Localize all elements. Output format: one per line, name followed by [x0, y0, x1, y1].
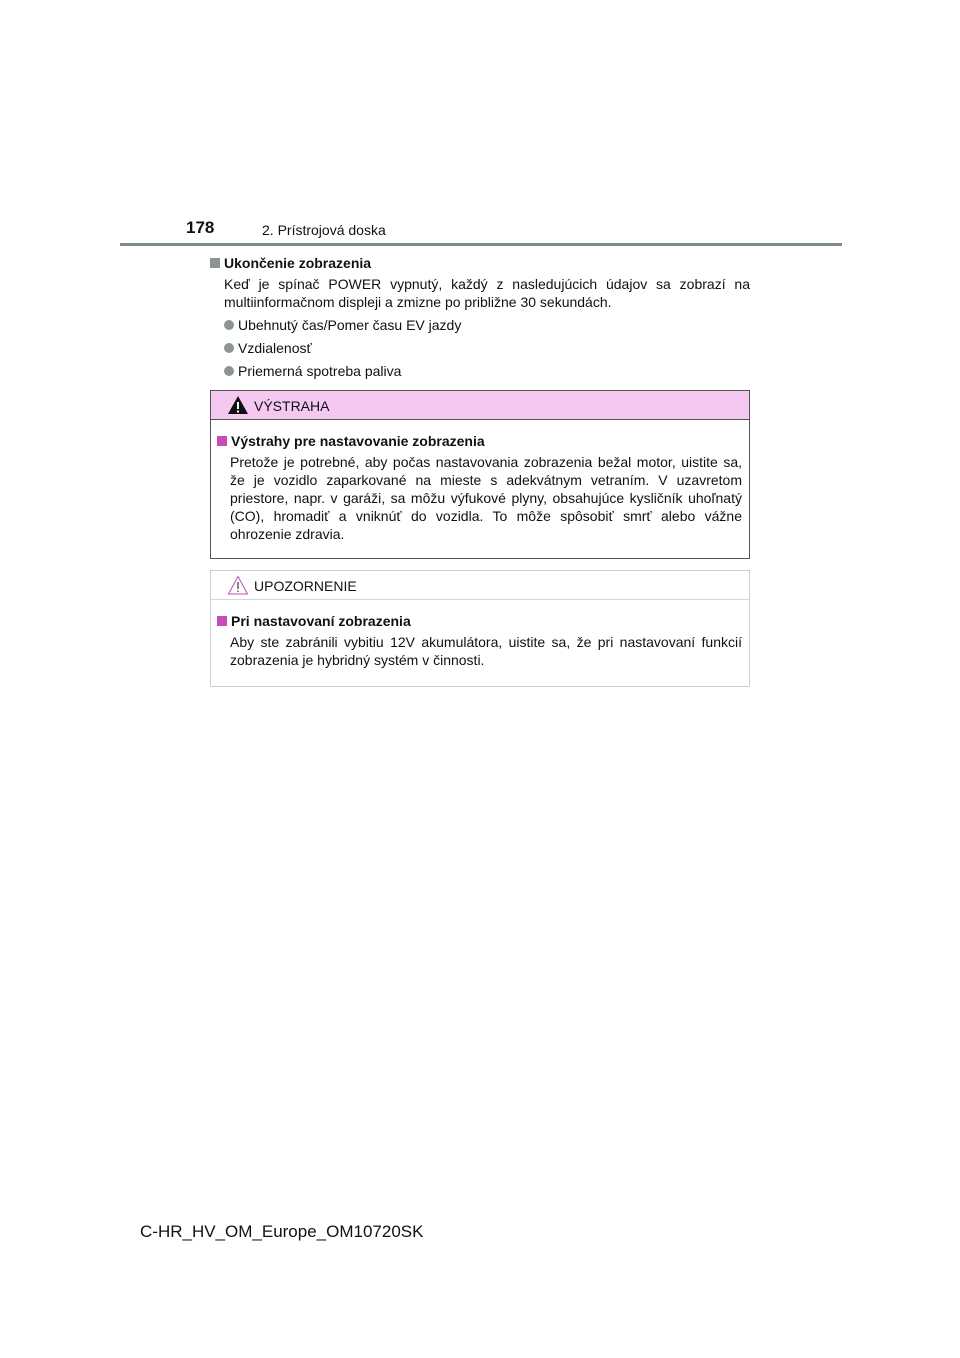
section-heading — [210, 254, 750, 272]
warning-heading: Výstrahy pre nastavovanie zobrazenia — [217, 432, 742, 450]
list-item: Priemerná spotreba paliva — [224, 362, 750, 380]
notice-label: UPOZORNENIE — [254, 578, 357, 594]
page-number: 178 — [186, 218, 215, 237]
round-bullet-icon — [224, 343, 234, 353]
list-item: Ubehnutý čas/Pomer času EV jazdy — [224, 316, 750, 334]
warning-triangle-icon — [227, 395, 249, 415]
list-item: Vzdialenosť — [224, 339, 750, 357]
caution-triangle-icon — [227, 575, 249, 595]
warning-box — [210, 390, 750, 559]
round-bullet-icon — [224, 320, 234, 330]
notice-body — [211, 600, 749, 681]
section-heading-text: Ukončenie zobrazenia — [224, 255, 372, 271]
notice-heading: Pri nastavovaní zobrazenia — [217, 612, 742, 630]
section-paragraph: Keď je spínač POWER vypnutý, každý z nasledujúcich údajov sa zobrazí na multiinformačnom displeji a zmizne po približne 30 sekundách. — [224, 276, 750, 310]
chapter-title: 2. Prístrojová doska — [262, 222, 386, 238]
square-bullet-icon — [217, 436, 227, 446]
warning-text: Pretože je potrebné, aby počas nastavovania zobrazenia bežal motor, uistite sa, že je vozidlo zaparkované na mieste s adekvátnym vetraním. V uzavretom priestore, napr. v garáži, sa môžu výfukové plyny, obsahujúce kysličník uhoľnatý (CO), hromadiť a vniknúť do vozidla. To môže spôsobiť smrť alebo vážne ohrozenie zdravia. — [230, 454, 742, 542]
round-bullet-icon — [224, 366, 234, 376]
warning-body — [211, 420, 749, 555]
document-code: C-HR_HV_OM_Europe_OM10720SK — [140, 1222, 424, 1241]
section — [210, 254, 750, 380]
header-rule — [120, 243, 842, 246]
square-bullet-icon — [217, 616, 227, 626]
square-bullet-icon — [210, 258, 220, 268]
notice-header — [211, 571, 749, 600]
warning-label: VÝSTRAHA — [254, 398, 330, 414]
warning-header — [211, 391, 749, 420]
notice-text: Aby ste zabránili vybitiu 12V akumulátora, uistite sa, že pri nastavovaní funkcií zobrazenia je hybridný systém v činnosti. — [230, 634, 742, 668]
notice-box — [210, 570, 750, 687]
